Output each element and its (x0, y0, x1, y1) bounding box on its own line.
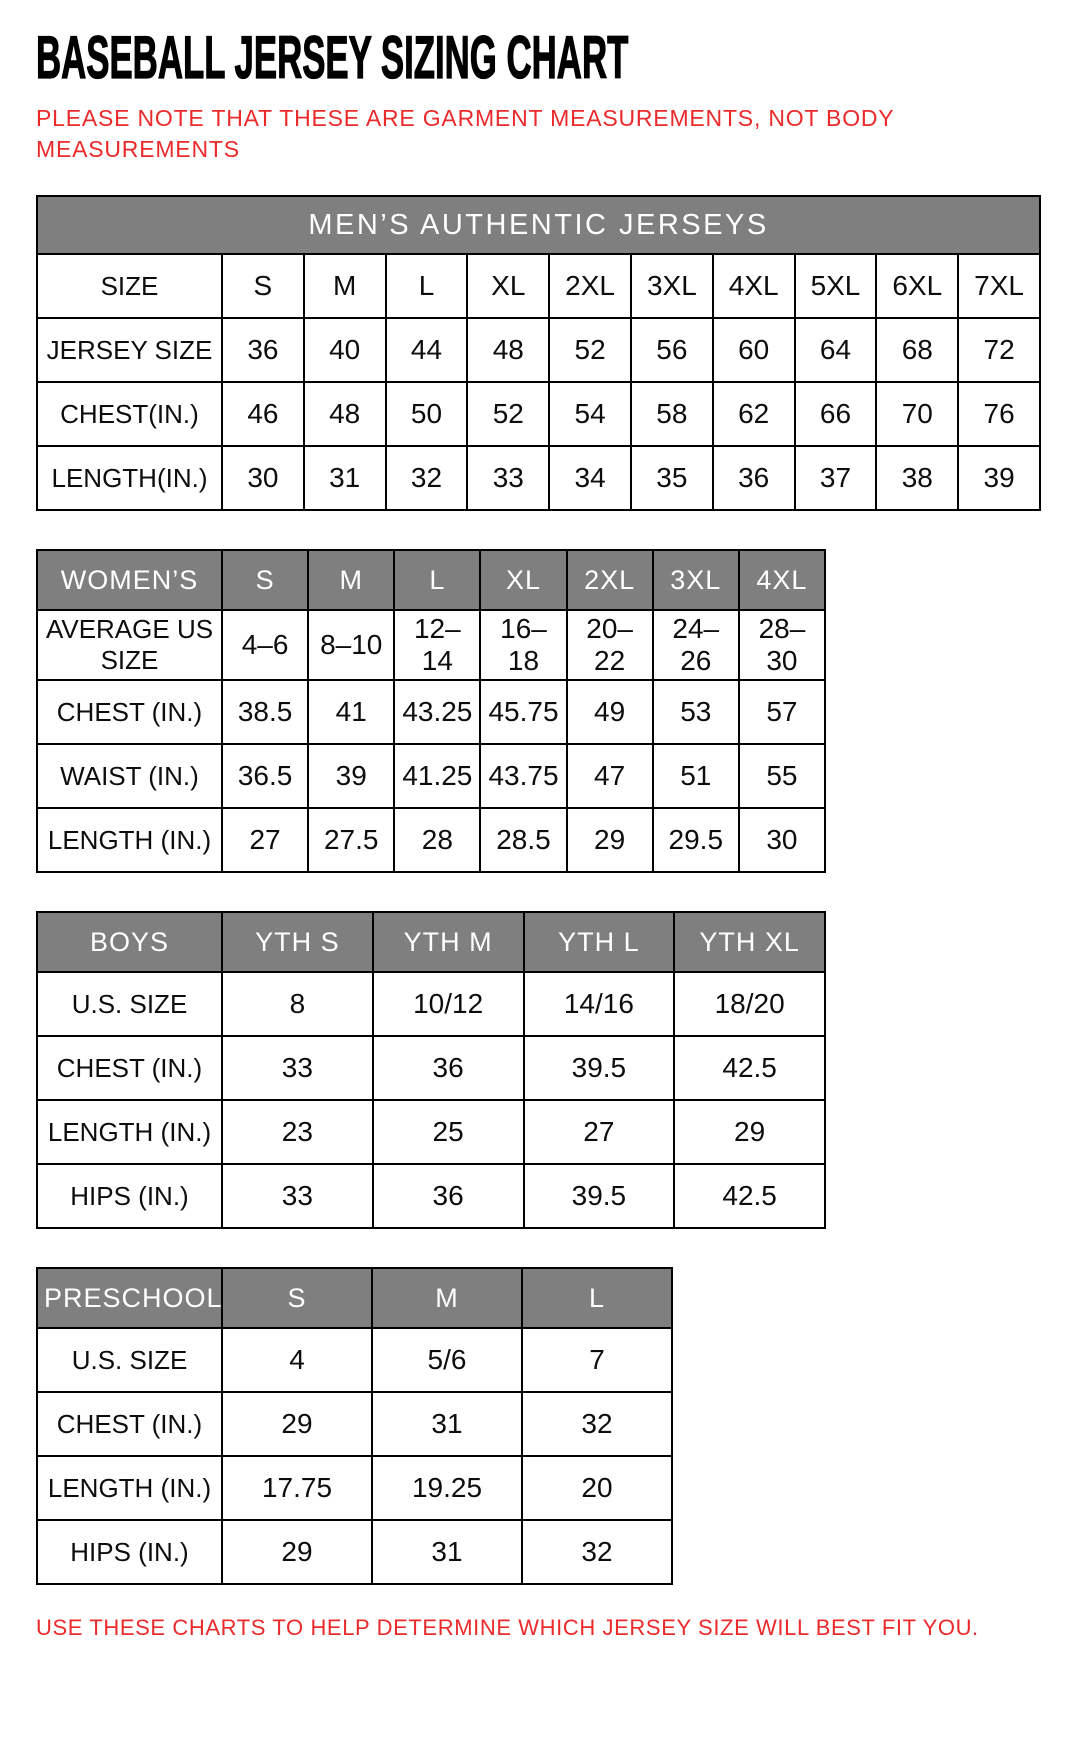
row-label: HIPS (IN.) (37, 1164, 222, 1228)
table-cell: 36 (222, 318, 304, 382)
table-cell: 32 (522, 1520, 672, 1584)
table-cell: XL (467, 254, 549, 318)
table-cell: 10/12 (373, 972, 524, 1036)
column-header: M (308, 550, 394, 610)
table-cell: 34 (549, 446, 631, 510)
preschool-jerseys-corner-header: PRESCHOOL (37, 1268, 222, 1328)
column-header: M (372, 1268, 522, 1328)
preschool-sizing-table (36, 1267, 673, 1585)
table-row (37, 808, 825, 872)
table-cell: 5/6 (372, 1328, 522, 1392)
table-cell: 31 (372, 1520, 522, 1584)
table-cell: 18/20 (674, 972, 825, 1036)
table-cell: 58 (631, 382, 713, 446)
table-cell: 29 (222, 1392, 372, 1456)
boys-jerseys (36, 911, 826, 1229)
table-cell: 29.5 (653, 808, 739, 872)
column-header: S (222, 1268, 372, 1328)
table-cell: M (304, 254, 386, 318)
table-cell: 28.5 (480, 808, 566, 872)
table-cell: 33 (467, 446, 549, 510)
womens-jerseys-corner-header: WOMEN’S (37, 550, 222, 610)
column-header: L (394, 550, 480, 610)
table-cell: 31 (304, 446, 386, 510)
table-cell: 44 (386, 318, 468, 382)
table-row (37, 446, 1040, 510)
column-header: YTH L (524, 912, 675, 972)
table-cell: 70 (876, 382, 958, 446)
table-cell: 23 (222, 1100, 373, 1164)
row-label: CHEST(IN.) (37, 382, 222, 446)
table-cell: 62 (713, 382, 795, 446)
table-cell: 43.75 (480, 744, 566, 808)
row-label: WAIST (IN.) (37, 744, 222, 808)
table-cell: 12–14 (394, 610, 480, 680)
table-cell: 27 (524, 1100, 675, 1164)
column-header: YTH M (373, 912, 524, 972)
table-cell: 36 (373, 1036, 524, 1100)
table-cell: 72 (958, 318, 1040, 382)
table-row (37, 1392, 672, 1456)
table-cell: 64 (795, 318, 877, 382)
row-label: LENGTH (IN.) (37, 1456, 222, 1520)
table-cell: 29 (567, 808, 653, 872)
mens-authentic-jerseys-title: MEN’S AUTHENTIC JERSEYS (37, 196, 1040, 254)
table-cell: L (386, 254, 468, 318)
table-cell: 4XL (713, 254, 795, 318)
column-header: 4XL (739, 550, 825, 610)
table-cell: 39 (308, 744, 394, 808)
mens-authentic-jerseys (36, 195, 1041, 511)
table-cell: 57 (739, 680, 825, 744)
table-cell: 35 (631, 446, 713, 510)
boys-sizing-table (36, 911, 826, 1229)
table-cell: 52 (549, 318, 631, 382)
table-cell: 39 (958, 446, 1040, 510)
table-cell: 46 (222, 382, 304, 446)
table-cell: 8 (222, 972, 373, 1036)
column-header: 3XL (653, 550, 739, 610)
column-header: XL (480, 550, 566, 610)
womens-sizing-table (36, 549, 826, 873)
table-row (37, 382, 1040, 446)
table-row (37, 1520, 672, 1584)
mens-sizing-table (36, 195, 1041, 511)
table-cell: 29 (674, 1100, 825, 1164)
table-row (37, 972, 825, 1036)
column-header: YTH XL (674, 912, 825, 972)
footer-note: USE THESE CHARTS TO HELP DETERMINE WHICH JERSEY SIZE WILL BEST FIT YOU. (36, 1615, 979, 1641)
table-cell: 7XL (958, 254, 1040, 318)
row-label: CHEST (IN.) (37, 680, 222, 744)
row-label: CHEST (IN.) (37, 1036, 222, 1100)
table-cell: 60 (713, 318, 795, 382)
table-cell: 33 (222, 1164, 373, 1228)
table-cell: 42.5 (674, 1164, 825, 1228)
column-header: L (522, 1268, 672, 1328)
table-cell: 32 (386, 446, 468, 510)
preschool-jerseys (36, 1267, 673, 1585)
table-cell: 68 (876, 318, 958, 382)
table-header-row (37, 550, 825, 610)
table-cell: 42.5 (674, 1036, 825, 1100)
table-cell: 36 (713, 446, 795, 510)
row-label: CHEST (IN.) (37, 1392, 222, 1456)
table-cell: 30 (739, 808, 825, 872)
page-title: BASEBALL JERSEY SIZING CHART (36, 24, 629, 91)
row-label: AVERAGE US SIZE (37, 610, 222, 680)
row-label: HIPS (IN.) (37, 1520, 222, 1584)
table-header-row (37, 1268, 672, 1328)
table-row (37, 1328, 672, 1392)
row-label: U.S. SIZE (37, 972, 222, 1036)
table-cell: 36.5 (222, 744, 308, 808)
table-cell: 25 (373, 1100, 524, 1164)
table-cell: 41 (308, 680, 394, 744)
table-row (37, 254, 1040, 318)
table-cell: 39.5 (524, 1164, 675, 1228)
table-cell: 4–6 (222, 610, 308, 680)
row-label: LENGTH(IN.) (37, 446, 222, 510)
table-cell: 56 (631, 318, 713, 382)
table-cell: 43.25 (394, 680, 480, 744)
table-cell: 33 (222, 1036, 373, 1100)
table-cell: 76 (958, 382, 1040, 446)
table-cell: 8–10 (308, 610, 394, 680)
table-cell: 66 (795, 382, 877, 446)
table-row (37, 1036, 825, 1100)
table-cell: 19.25 (372, 1456, 522, 1520)
table-cell: 30 (222, 446, 304, 510)
table-row (37, 1164, 825, 1228)
table-cell: 17.75 (222, 1456, 372, 1520)
table-cell: 24–26 (653, 610, 739, 680)
table-cell: 49 (567, 680, 653, 744)
table-row (37, 744, 825, 808)
table-cell: 48 (304, 382, 386, 446)
table-cell: 20 (522, 1456, 672, 1520)
table-row (37, 1100, 825, 1164)
table-cell: 2XL (549, 254, 631, 318)
table-cell: 48 (467, 318, 549, 382)
table-cell: 29 (222, 1520, 372, 1584)
table-cell: 36 (373, 1164, 524, 1228)
table-cell: 39.5 (524, 1036, 675, 1100)
row-label: U.S. SIZE (37, 1328, 222, 1392)
table-cell: 52 (467, 382, 549, 446)
table-cell: 28 (394, 808, 480, 872)
table-cell: 20–22 (567, 610, 653, 680)
column-header: YTH S (222, 912, 373, 972)
table-cell: 37 (795, 446, 877, 510)
table-cell: 3XL (631, 254, 713, 318)
column-header: 2XL (567, 550, 653, 610)
table-cell: 51 (653, 744, 739, 808)
table-cell: 40 (304, 318, 386, 382)
boys-jerseys-corner-header: BOYS (37, 912, 222, 972)
table-cell: 4 (222, 1328, 372, 1392)
column-header: S (222, 550, 308, 610)
table-row (37, 1456, 672, 1520)
table-row (37, 318, 1040, 382)
table-cell: S (222, 254, 304, 318)
table-cell: 55 (739, 744, 825, 808)
table-cell: 27.5 (308, 808, 394, 872)
table-row (37, 680, 825, 744)
table-cell: 32 (522, 1392, 672, 1456)
table-cell: 38 (876, 446, 958, 510)
table-cell: 31 (372, 1392, 522, 1456)
table-header-row (37, 912, 825, 972)
table-cell: 38.5 (222, 680, 308, 744)
table-cell: 53 (653, 680, 739, 744)
table-cell: 47 (567, 744, 653, 808)
womens-jerseys (36, 549, 826, 873)
table-cell: 28–30 (739, 610, 825, 680)
table-cell: 50 (386, 382, 468, 446)
row-label: LENGTH (IN.) (37, 1100, 222, 1164)
table-cell: 16–18 (480, 610, 566, 680)
table-title-row (37, 196, 1040, 254)
table-cell: 14/16 (524, 972, 675, 1036)
row-label: JERSEY SIZE (37, 318, 222, 382)
table-cell: 54 (549, 382, 631, 446)
row-label: LENGTH (IN.) (37, 808, 222, 872)
table-cell: 6XL (876, 254, 958, 318)
row-label: SIZE (37, 254, 222, 318)
table-cell: 45.75 (480, 680, 566, 744)
table-cell: 5XL (795, 254, 877, 318)
table-cell: 27 (222, 808, 308, 872)
table-row (37, 610, 825, 680)
garment-measurement-note: PLEASE NOTE THAT THESE ARE GARMENT MEASUREMENTS, NOT BODY MEASUREMENTS (36, 105, 895, 163)
table-cell: 41.25 (394, 744, 480, 808)
table-cell: 7 (522, 1328, 672, 1392)
